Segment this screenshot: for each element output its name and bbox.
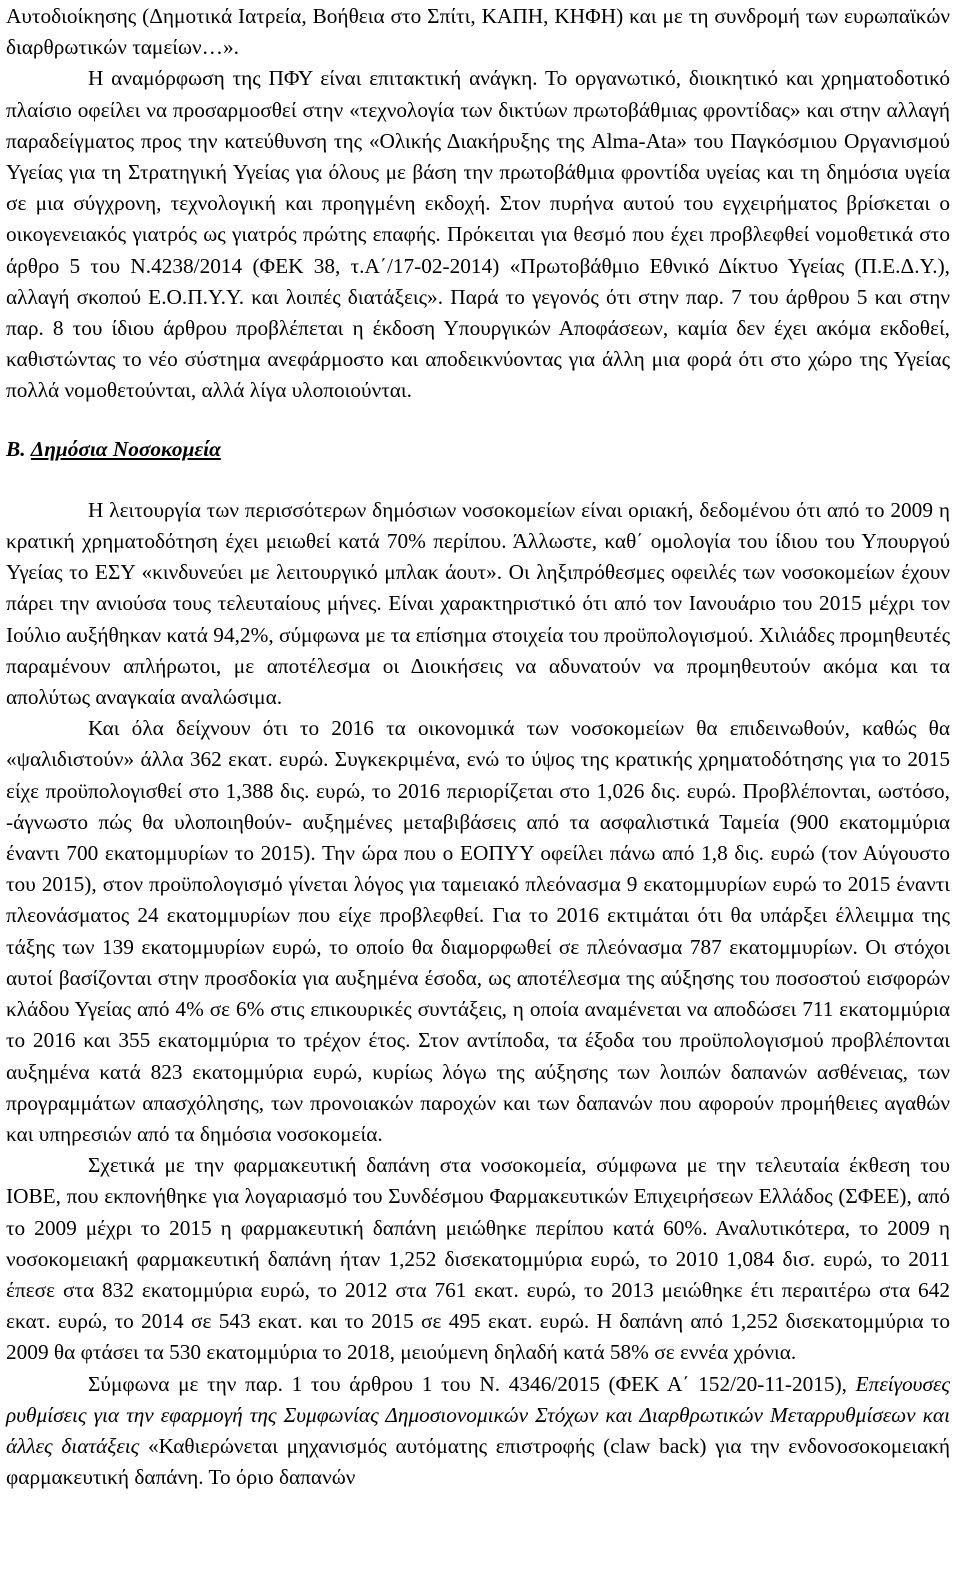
pfy-paragraph: Η αναμόρφωση της ΠΦΥ είναι επιτακτική ανάγκη. Το οργανωτικό, διοικητικό και χρηματοδοτικό πλαίσιο οφείλει να προσαρμοσθεί στην «τεχνολογία των δικτύων πρωτοβάθμιας φροντίδας» και στην αλλαγή παραδείγματος προς την κατεύθυνση της «Ολικής Διακήρυξης της Alma-Ata» του Παγκόσμιου Οργανισμού Υγείας για τη Στρατηγική Υγείας για όλους με βάση την πρωτοβάθμια φροντίδα υγείας και τη δημόσια υγεία σε μια σύγχρονη, τεχνολογική και προηγμένη εκδοχή. Στον πυρήνα αυτού του εγχειρήματος βρίσκεται ο οικογενειακός γιατρός ως γιατρός πρώτης επαφής. Πρόκειται για θεσμό που έχει προβλεφθεί νομοθετικά στο άρθρο 5 του Ν.4238/2014 (ΦΕΚ 38, τ.Α΄/17-02-2014) «Πρωτοβάθμιο Εθνικό Δίκτυο Υγείας (Π.Ε.Δ.Υ.), αλλαγή σκοπού Ε.Ο.Π.Υ.Υ. και λοιπές διατάξεις». Παρά το γεγονός ότι στην παρ. 7 του άρθρου 5 και στην παρ. 8 του ίδιου άρθρου προβλέπεται η έκδοση Υπουργικών Αποφάσεων, καμία δεν έχει ακόμα εκδοθεί, καθιστώντας το νέο σύστημα ανεφάρμοστο και αποδεικνύοντας για άλλη μια φορά ότι στο χώρο της Υγείας πολλά νομοθετούνται, αλλά λίγα υλοποιούνται. (6, 66, 950, 403)
paragraph-hospital-operation: Η λειτουργία των περισσότερων δημόσιων νοσοκομείων είναι οριακή, δεδομένου ότι από το 2009 η κρατική χρηματοδότηση έχει μειωθεί κατά 70% περίπου. Άλλωστε, καθ΄ ομολογία του ίδιου του Υπουργού Υγείας το ΕΣΥ «κινδυνεύει με λειτουργικό μπλακ άουτ». Οι ληξιπρόθεσμες οφειλές των νοσοκομείων έχουν πάρει την ανιούσα τους τελευταίους μήνες. Είναι χαρακτηριστικό ότι από τον Ιανουάριο του 2015 μέχρι τον Ιούλιο αυξήθηκαν κατά 94,2%, σύμφωνα με τα επίσημα στοιχεία του προϋπολογισμού. Χιλιάδες προμηθευτές παραμένουν απλήρωτοι, με αποτέλεσμα οι Διοικήσεις να αδυνατούν να προμηθευτούν ακόμα και τα απολύτως αναγκαία αναλώσιμα. (6, 497, 950, 710)
clawback-lead-text: Σύμφωνα με την παρ. 1 του άρθρου 1 του Ν. 4346/2015 (ΦΕΚ Α΄ 152/20-11-2015), (88, 1371, 856, 1396)
law-title-italic: Επείγουσες ρυθμίσεις για την εφαρμογή της Συμφωνίας Δημοσιονομικών Στόχων και Διαρθρωτικών Μεταρρυθμίσεων και άλλες διατάξεις (6, 1371, 950, 1458)
clawback-tail-text: «Καθιερώνεται μηχανισμός αυτόματης επιστροφής (claw back) για την ενδονοσοκομειακή φαρμακευτική δαπάνη. Το όριο δαπανών (6, 1433, 950, 1490)
paragraph-pharma-spending: Σχετικά με την φαρμακευτική δαπάνη στα νοσοκομεία, σύμφωνα με την τελευταία έκθεση του ΙΟΒΕ, που εκπονήθηκε για λογαριασμό του Συνδέσμου Φαρμακευτικών Επιχειρήσεων Ελλάδος (ΣΦΕΕ), από το 2009 μέχρι το 2015 η φαρμακευτική δαπάνη μειώθηκε περίπου κατά 60%. Αναλυτικότερα, το 2009 η νοσοκομειακή φαρμακευτική δαπάνη ήταν 1,252 δισεκατομμύρια ευρώ, το 2010 1,084 δισ. ευρώ, το 2011 έπεσε στα 832 εκατομμύρια ευρώ, το 2012 στα 761 εκατ. ευρώ, το 2013 μειώθηκε έτι περαιτέρω στα 642 εκατ. ευρώ, το 2014 σε 543 εκατ. και το 2015 σε 495 εκατ. ευρώ. Η δαπάνη από 1,252 δισεκατομμύρια το 2009 θα φτάσει τα 530 εκατομμύρια το 2018, μειούμενη δηλαδή κατά 58% σε εννέα χρόνια. (6, 1153, 950, 1365)
section-letter: Β. (6, 436, 26, 461)
paragraph-clawback (6, 1369, 950, 1494)
section-heading (6, 434, 950, 465)
paragraph-hospital-budget: Και όλα δείχνουν ότι το 2016 τα οικονομικά των νοσοκομείων θα επιδεινωθούν, καθώς θα «ψαλιδιστούν» άλλα 362 εκατ. ευρώ. Συγκεκριμένα, ενώ το ύψος της κρατικής χρηματοδότησης για το 2015 είχε προϋπολογισθεί στο 1,388 δις. ευρώ, το 2016 περιορίζεται στο 1,026 δις. ευρώ. Προβλέπονται, ωστόσο, -άγνωστο πώς θα υλοποιηθούν- αυξημένες μεταβιβάσεις από τα ασφαλιστικά Ταμεία (900 εκατομμύρια έναντι 700 εκατομμυρίων το 2015). Την ώρα που ο ΕΟΠΥΥ οφείλει πάνω από 1,8 δις. ευρώ (τον Αύγουστο του 2015), στον προϋπολογισμό γίνεται λόγος για ταμειακό πλεόνασμα 9 εκατομμυρίων ευρώ το 2015 έναντι πλεονάσματος 24 εκατομμυρίων που είχε προβλεφθεί. Για το 2016 εκτιμάται ότι θα υπάρξει έλλειμμα της τάξης των 139 εκατομμυρίων ευρώ, το οποίο θα διαμορφωθεί σε πλεόνασμα 787 εκατομμυρίων. Οι στόχοι αυτοί βασίζονται στην προσδοκία για αυξημένα έσοδα, ως αποτέλεσμα της αύξησης του ποσοστού εισφορών κλάδου Υγείας από 4% σε 6% στις επικουρικές συντάξεις, η οποία αναμένεται να αποδώσει 711 εκατομμύρια το 2016 και 355 εκατομμύρια το τρέχον έτος. Στον αντίποδα, τα έξοδα του προϋπολογισμού προβλέπονται αυξημένα κατά 823 εκατομμύρια ευρώ, κυρίως λόγω της αύξησης των λοιπών δαπανών ασθένειας, των προγραμμάτων απασχόλησης, των προνοιακών παροχών και των δαπανών που αφορούν προμήθειες αγαθών και υπηρεσιών από τα δημόσια νοσοκομεία. (6, 716, 950, 1146)
intro-paragraph: Αυτοδιοίκησης (Δημοτικά Ιατρεία, Βοήθεια στο Σπίτι, ΚΑΠΗ, ΚΗΦΗ) και με τη συνδρομή των ευρωπαϊκών διαρθρωτικών ταμείων…». (6, 4, 950, 60)
section-title: Δημόσια Νοσοκομεία (30, 436, 221, 461)
